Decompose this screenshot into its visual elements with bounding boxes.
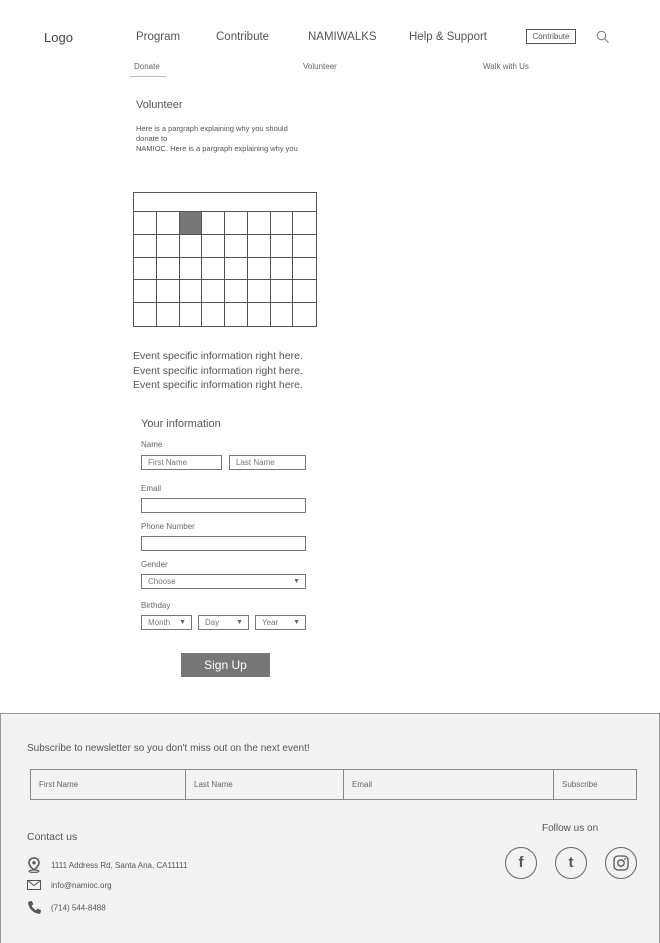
logo[interactable]: Logo (44, 30, 73, 45)
event-info-line: Event specific information right here. (133, 350, 303, 362)
gender-value: Choose (148, 577, 176, 586)
calendar-day-cell-selected[interactable] (180, 212, 203, 235)
event-info (133, 349, 303, 393)
name-label: Name (141, 440, 163, 449)
last-name-input[interactable]: Last Name (229, 455, 306, 470)
calendar-day-cell[interactable] (157, 258, 180, 281)
calendar-grid (134, 211, 316, 326)
nav-program[interactable]: Program (136, 31, 181, 43)
calendar-day-cell[interactable] (157, 303, 180, 326)
calendar-day-cell[interactable] (225, 212, 248, 235)
calendar-day-cell[interactable] (134, 280, 157, 303)
calendar-day-cell[interactable] (248, 258, 271, 281)
day-value: Day (205, 618, 220, 627)
gender-select[interactable] (141, 574, 306, 589)
form-title: Your information (141, 418, 221, 430)
dropdown-arrow-icon: ▼ (179, 619, 186, 626)
calendar-day-cell[interactable] (248, 212, 271, 235)
address-text: 1111 Address Rd, Santa Ana, CA11111 (51, 861, 188, 871)
email-input[interactable] (141, 498, 306, 513)
calendar-day-cell[interactable] (180, 303, 203, 326)
sign-up-button[interactable]: Sign Up (181, 653, 270, 677)
newsletter-form (30, 769, 637, 800)
event-calendar (133, 192, 317, 327)
calendar-day-cell[interactable] (293, 235, 316, 258)
event-info-line: Event specific information right here. (133, 364, 303, 377)
instagram-icon[interactable] (605, 847, 637, 879)
calendar-day-cell[interactable] (202, 212, 225, 235)
calendar-day-cell[interactable] (293, 303, 316, 326)
calendar-day-cell[interactable] (134, 212, 157, 235)
section-title: Volunteer (136, 99, 183, 111)
phone-input[interactable] (141, 536, 306, 551)
calendar-day-cell[interactable] (293, 258, 316, 281)
email-text[interactable]: info@namioc.org (51, 881, 112, 891)
tumblr-icon[interactable]: t (555, 847, 587, 879)
dropdown-arrow-icon: ▼ (293, 578, 300, 585)
calendar-day-cell[interactable] (293, 280, 316, 303)
calendar-day-cell[interactable] (202, 303, 225, 326)
calendar-day-cell[interactable] (271, 235, 294, 258)
calendar-day-cell[interactable] (202, 235, 225, 258)
contribute-button[interactable]: Contribute (526, 29, 576, 44)
year-value: Year (262, 618, 279, 627)
calendar-day-cell[interactable] (248, 235, 271, 258)
follow-label: Follow us on (542, 823, 599, 834)
gender-label: Gender (141, 560, 168, 569)
first-name-input[interactable]: First Name (141, 455, 222, 470)
paragraph-line: donate to (136, 134, 168, 143)
paragraph-line: NAMIOC. Here is a pargraph explaining why you (136, 144, 298, 153)
calendar-day-cell[interactable] (225, 280, 248, 303)
newsletter-email-input[interactable]: Email (344, 770, 554, 799)
facebook-icon[interactable]: f (505, 847, 537, 879)
calendar-day-cell[interactable] (134, 235, 157, 258)
calendar-day-cell[interactable] (180, 280, 203, 303)
month-select[interactable] (141, 615, 192, 630)
search-icon[interactable] (596, 30, 610, 44)
calendar-day-cell[interactable] (271, 303, 294, 326)
calendar-day-cell[interactable] (202, 280, 225, 303)
volunteer-paragraph (136, 124, 336, 154)
subnav-donate[interactable]: Donate (134, 62, 160, 71)
calendar-day-cell[interactable] (134, 258, 157, 281)
dropdown-arrow-icon: ▼ (236, 619, 243, 626)
calendar-day-cell[interactable] (293, 212, 316, 235)
calendar-day-cell[interactable] (134, 303, 157, 326)
subnav-active-indicator (130, 76, 166, 77)
location-pin-icon (27, 857, 43, 875)
calendar-day-cell[interactable] (157, 235, 180, 258)
year-select[interactable] (255, 615, 306, 630)
calendar-day-cell[interactable] (271, 280, 294, 303)
calendar-day-cell[interactable] (157, 212, 180, 235)
calendar-day-cell[interactable] (180, 258, 203, 281)
calendar-day-cell[interactable] (248, 303, 271, 326)
calendar-header (134, 193, 316, 211)
subnav-volunteer[interactable]: Volunteer (303, 62, 337, 71)
contact-phone (27, 900, 106, 917)
nav-help-support[interactable]: Help & Support (409, 31, 487, 43)
calendar-day-cell[interactable] (202, 258, 225, 281)
paragraph-line: Here is a pargraph explaining why you should (136, 124, 288, 133)
envelope-icon (27, 880, 43, 892)
dropdown-arrow-icon: ▼ (293, 619, 300, 626)
calendar-day-cell[interactable] (271, 258, 294, 281)
phone-label: Phone Number (141, 522, 195, 531)
event-info-line: Event specific information right here. (133, 379, 303, 391)
subscribe-button[interactable]: Subscribe (562, 780, 598, 789)
calendar-day-cell[interactable] (157, 280, 180, 303)
calendar-day-cell[interactable] (271, 212, 294, 235)
birthday-label: Birthday (141, 601, 171, 610)
email-label: Email (141, 484, 162, 493)
calendar-day-cell[interactable] (225, 235, 248, 258)
calendar-day-cell[interactable] (180, 235, 203, 258)
nav-contribute[interactable]: Contribute (216, 31, 270, 43)
day-select[interactable] (198, 615, 249, 630)
contact-title: Contact us (27, 831, 78, 843)
calendar-day-cell[interactable] (225, 303, 248, 326)
month-value: Month (148, 618, 171, 627)
subnav-walk-with-us[interactable]: Walk with Us (483, 62, 529, 71)
contact-email (27, 880, 112, 892)
newsletter-first-name-input[interactable]: First Name (31, 770, 186, 799)
nav-namiwalks[interactable]: NAMIWALKS (308, 31, 377, 43)
newsletter-text: Subscribe to newsletter so you don't miss out on the next event! (27, 743, 310, 754)
calendar-day-cell[interactable] (225, 258, 248, 281)
phone-icon (27, 900, 43, 917)
contact-address (27, 857, 187, 875)
calendar-day-cell[interactable] (248, 280, 271, 303)
newsletter-last-name-input[interactable]: Last Name (186, 770, 344, 799)
phone-text[interactable]: (714) 544-8488 (51, 903, 106, 913)
